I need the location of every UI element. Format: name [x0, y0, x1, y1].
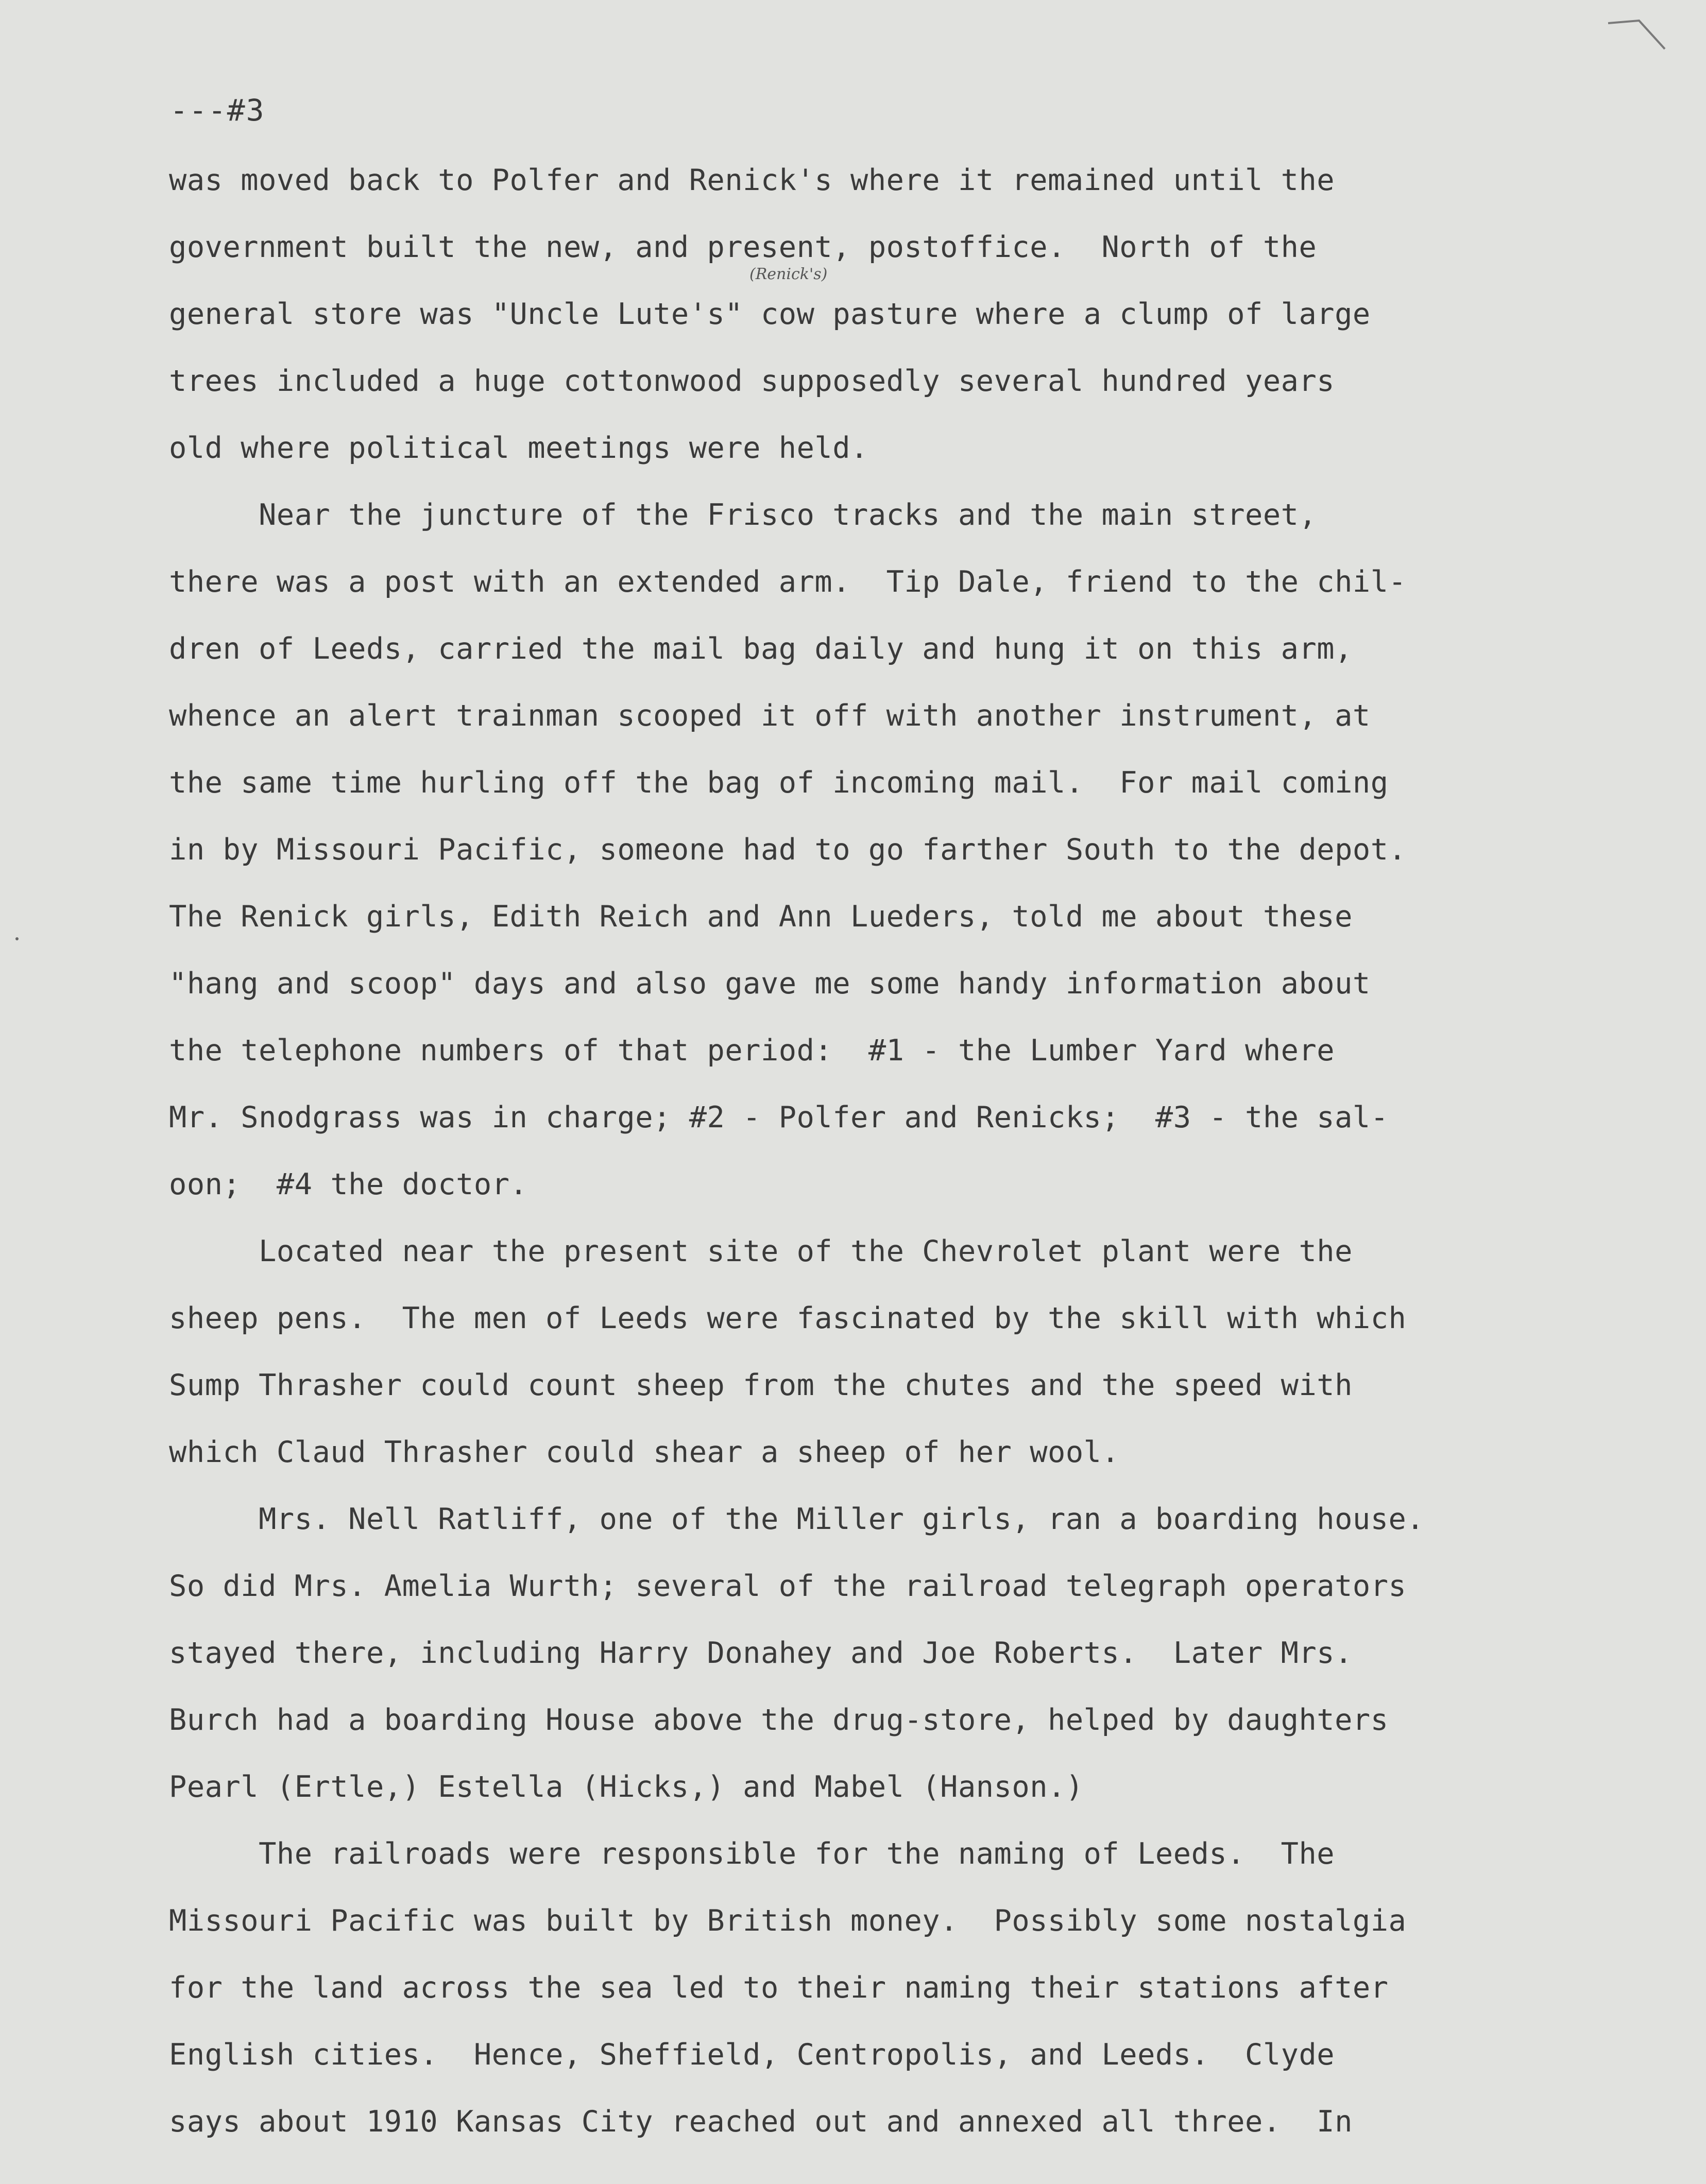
- text-line: in by Missouri Pacific, someone had to go farther South to the depot.: [169, 833, 1407, 867]
- text-line: Near the juncture of the Frisco tracks and the main street,: [169, 498, 1317, 532]
- text-line: there was a post with an extended arm. Tip Dale, friend to the chil-: [169, 565, 1407, 599]
- text-line: Located near the present site of the Chevrolet plant were the: [169, 1234, 1353, 1268]
- page-number: ---#3: [170, 93, 265, 128]
- corner-pencil-mark: [1603, 10, 1670, 57]
- text-line: Mrs. Nell Ratliff, one of the Miller girls, ran a boarding house.: [169, 1502, 1425, 1536]
- text-line: So did Mrs. Amelia Wurth; several of the railroad telegraph operators: [169, 1569, 1407, 1603]
- text-line: Sump Thrasher could count sheep from the chutes and the speed with: [169, 1368, 1353, 1402]
- text-line: whence an alert trainman scooped it off with another instrument, at: [169, 699, 1371, 733]
- text-line: government built the new, and present, postoffice. North of the: [169, 230, 1317, 264]
- text-line: old where political meetings were held.: [169, 431, 868, 465]
- text-line: The railroads were responsible for the naming of Leeds. The: [169, 1837, 1335, 1871]
- text-line: Burch had a boarding House above the drug-store, helped by daughters: [169, 1703, 1389, 1737]
- text-line: English cities. Hence, Sheffield, Centropolis, and Leeds. Clyde: [169, 2038, 1335, 2072]
- text-line: Pearl (Ertle,) Estella (Hicks,) and Mabel (Hanson.): [169, 1770, 1084, 1804]
- text-line: Mr. Snodgrass was in charge; #2 - Polfer and Renicks; #3 - the sal-: [169, 1100, 1389, 1134]
- text-line: for the land across the sea led to their naming their stations after: [169, 1971, 1389, 2005]
- text-line: stayed there, including Harry Donahey and Joe Roberts. Later Mrs.: [169, 1636, 1353, 1670]
- text-line: the telephone numbers of that period: #1 - the Lumber Yard where: [169, 1034, 1335, 1068]
- text-line: says about 1910 Kansas City reached out and annexed all three. In: [169, 2105, 1353, 2139]
- text-line: which Claud Thrasher could shear a sheep of her wool.: [169, 1435, 1120, 1469]
- text-line: The Renick girls, Edith Reich and Ann Lueders, told me about these: [169, 900, 1353, 934]
- text-line: oon; #4 the doctor.: [169, 1167, 528, 1201]
- text-line: was moved back to Polfer and Renick's where it remained until the: [169, 163, 1335, 197]
- text-line: dren of Leeds, carried the mail bag daily and hung it on this arm,: [169, 632, 1353, 666]
- text-line: Missouri Pacific was built by British money. Possibly some nostalgia: [169, 1904, 1407, 1938]
- text-line: general store was "Uncle Lute's" cow pasture where a clump of large: [169, 297, 1371, 331]
- text-line: trees included a huge cottonwood supposedly several hundred years: [169, 364, 1335, 398]
- stray-mark: [15, 937, 19, 940]
- text-line: the same time hurling off the bag of incoming mail. For mail coming: [169, 766, 1389, 800]
- text-line: sheep pens. The men of Leeds were fascinated by the skill with which: [169, 1301, 1407, 1335]
- handwritten-insertion: (Renick's): [749, 265, 828, 283]
- text-line: "hang and scoop" days and also gave me some handy information about: [169, 967, 1371, 1001]
